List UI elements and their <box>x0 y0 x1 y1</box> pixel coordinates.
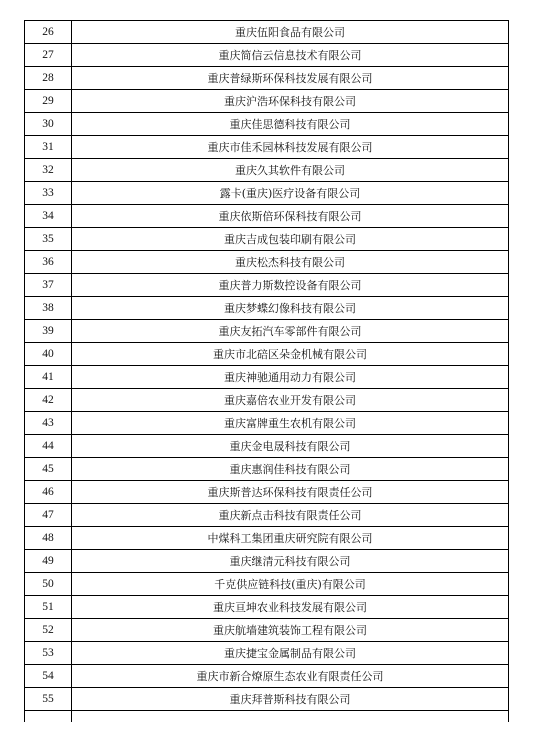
table-row <box>25 550 509 573</box>
row-number-cell: 35 <box>25 228 72 251</box>
table-row <box>25 251 509 274</box>
row-number-cell: 34 <box>25 205 72 228</box>
table-row <box>25 343 509 366</box>
row-number-cell: 29 <box>25 90 72 113</box>
company-name-cell: 重庆新点击科技有限责任公司 <box>72 504 509 527</box>
company-name-cell: 重庆神驰通用动力有限公司 <box>72 366 509 389</box>
row-number-cell: 43 <box>25 412 72 435</box>
row-number-cell: 44 <box>25 435 72 458</box>
table-row <box>25 21 509 44</box>
row-number-cell: 42 <box>25 389 72 412</box>
company-name-cell: 重庆友拓汽车零部件有限公司 <box>72 320 509 343</box>
row-number-cell: 40 <box>25 343 72 366</box>
company-name-cell: 千克供应链科技(重庆)有限公司 <box>72 573 509 596</box>
row-number-cell: 48 <box>25 527 72 550</box>
company-name-cell: 重庆佳思德科技有限公司 <box>72 113 509 136</box>
company-list-table <box>24 20 509 722</box>
row-number-cell: 37 <box>25 274 72 297</box>
company-name-cell: 重庆拜普斯科技有限公司 <box>72 688 509 711</box>
company-name-cell: 重庆沪浩环保科技有限公司 <box>72 90 509 113</box>
row-number-cell: 38 <box>25 297 72 320</box>
company-name-cell <box>72 711 509 723</box>
table-row <box>25 297 509 320</box>
company-name-cell: 重庆富牌重生农机有限公司 <box>72 412 509 435</box>
table-row <box>25 596 509 619</box>
table-row <box>25 642 509 665</box>
table-row <box>25 159 509 182</box>
table-row <box>25 205 509 228</box>
company-name-cell: 重庆普绿斯环保科技发展有限公司 <box>72 67 509 90</box>
row-number-cell: 32 <box>25 159 72 182</box>
table-row <box>25 228 509 251</box>
company-name-cell: 重庆捷宝金属制品有限公司 <box>72 642 509 665</box>
table-row <box>25 90 509 113</box>
table-row <box>25 412 509 435</box>
row-number-cell <box>25 711 72 723</box>
company-name-cell: 中煤科工集团重庆研究院有限公司 <box>72 527 509 550</box>
company-name-cell: 重庆继清元科技有限公司 <box>72 550 509 573</box>
row-number-cell: 31 <box>25 136 72 159</box>
company-name-cell: 重庆简信云信息技术有限公司 <box>72 44 509 67</box>
table-row <box>25 67 509 90</box>
company-name-cell: 重庆久其软件有限公司 <box>72 159 509 182</box>
table-row <box>25 136 509 159</box>
company-name-cell: 重庆斯普达环保科技有限责任公司 <box>72 481 509 504</box>
row-number-cell: 36 <box>25 251 72 274</box>
row-number-cell: 33 <box>25 182 72 205</box>
company-name-cell: 重庆亘坤农业科技发展有限公司 <box>72 596 509 619</box>
company-name-cell: 露卡(重庆)医疗设备有限公司 <box>72 182 509 205</box>
table-row <box>25 619 509 642</box>
table-row-partial <box>25 711 509 723</box>
table-row <box>25 320 509 343</box>
table-row <box>25 274 509 297</box>
table-row <box>25 389 509 412</box>
table-row <box>25 458 509 481</box>
row-number-cell: 39 <box>25 320 72 343</box>
table-row <box>25 573 509 596</box>
row-number-cell: 45 <box>25 458 72 481</box>
company-name-cell: 重庆市新合燎原生态农业有限责任公司 <box>72 665 509 688</box>
row-number-cell: 41 <box>25 366 72 389</box>
company-name-cell: 重庆吉成包装印刷有限公司 <box>72 228 509 251</box>
table-row <box>25 44 509 67</box>
row-number-cell: 26 <box>25 21 72 44</box>
row-number-cell: 52 <box>25 619 72 642</box>
company-name-cell: 重庆航墙建筑装饰工程有限公司 <box>72 619 509 642</box>
row-number-cell: 27 <box>25 44 72 67</box>
table-row <box>25 113 509 136</box>
table-row <box>25 688 509 711</box>
table-row <box>25 435 509 458</box>
company-name-cell: 重庆市佳禾园林科技发展有限公司 <box>72 136 509 159</box>
company-name-cell: 重庆嘉倍农业开发有限公司 <box>72 389 509 412</box>
company-name-cell: 重庆普力斯数控设备有限公司 <box>72 274 509 297</box>
row-number-cell: 53 <box>25 642 72 665</box>
row-number-cell: 46 <box>25 481 72 504</box>
company-list-body <box>25 21 509 723</box>
table-row <box>25 182 509 205</box>
row-number-cell: 47 <box>25 504 72 527</box>
table-row <box>25 504 509 527</box>
table-row <box>25 481 509 504</box>
company-name-cell: 重庆梦蝶幻像科技有限公司 <box>72 297 509 320</box>
company-name-cell: 重庆依斯倍环保科技有限公司 <box>72 205 509 228</box>
row-number-cell: 51 <box>25 596 72 619</box>
row-number-cell: 30 <box>25 113 72 136</box>
row-number-cell: 54 <box>25 665 72 688</box>
company-name-cell: 重庆市北碚区朵金机械有限公司 <box>72 343 509 366</box>
table-row <box>25 527 509 550</box>
company-name-cell: 重庆松杰科技有限公司 <box>72 251 509 274</box>
table-row <box>25 366 509 389</box>
row-number-cell: 28 <box>25 67 72 90</box>
row-number-cell: 49 <box>25 550 72 573</box>
row-number-cell: 50 <box>25 573 72 596</box>
row-number-cell: 55 <box>25 688 72 711</box>
company-name-cell: 重庆伍阳食品有限公司 <box>72 21 509 44</box>
company-name-cell: 重庆惠润佳科技有限公司 <box>72 458 509 481</box>
company-name-cell: 重庆金电晟科技有限公司 <box>72 435 509 458</box>
table-row <box>25 665 509 688</box>
